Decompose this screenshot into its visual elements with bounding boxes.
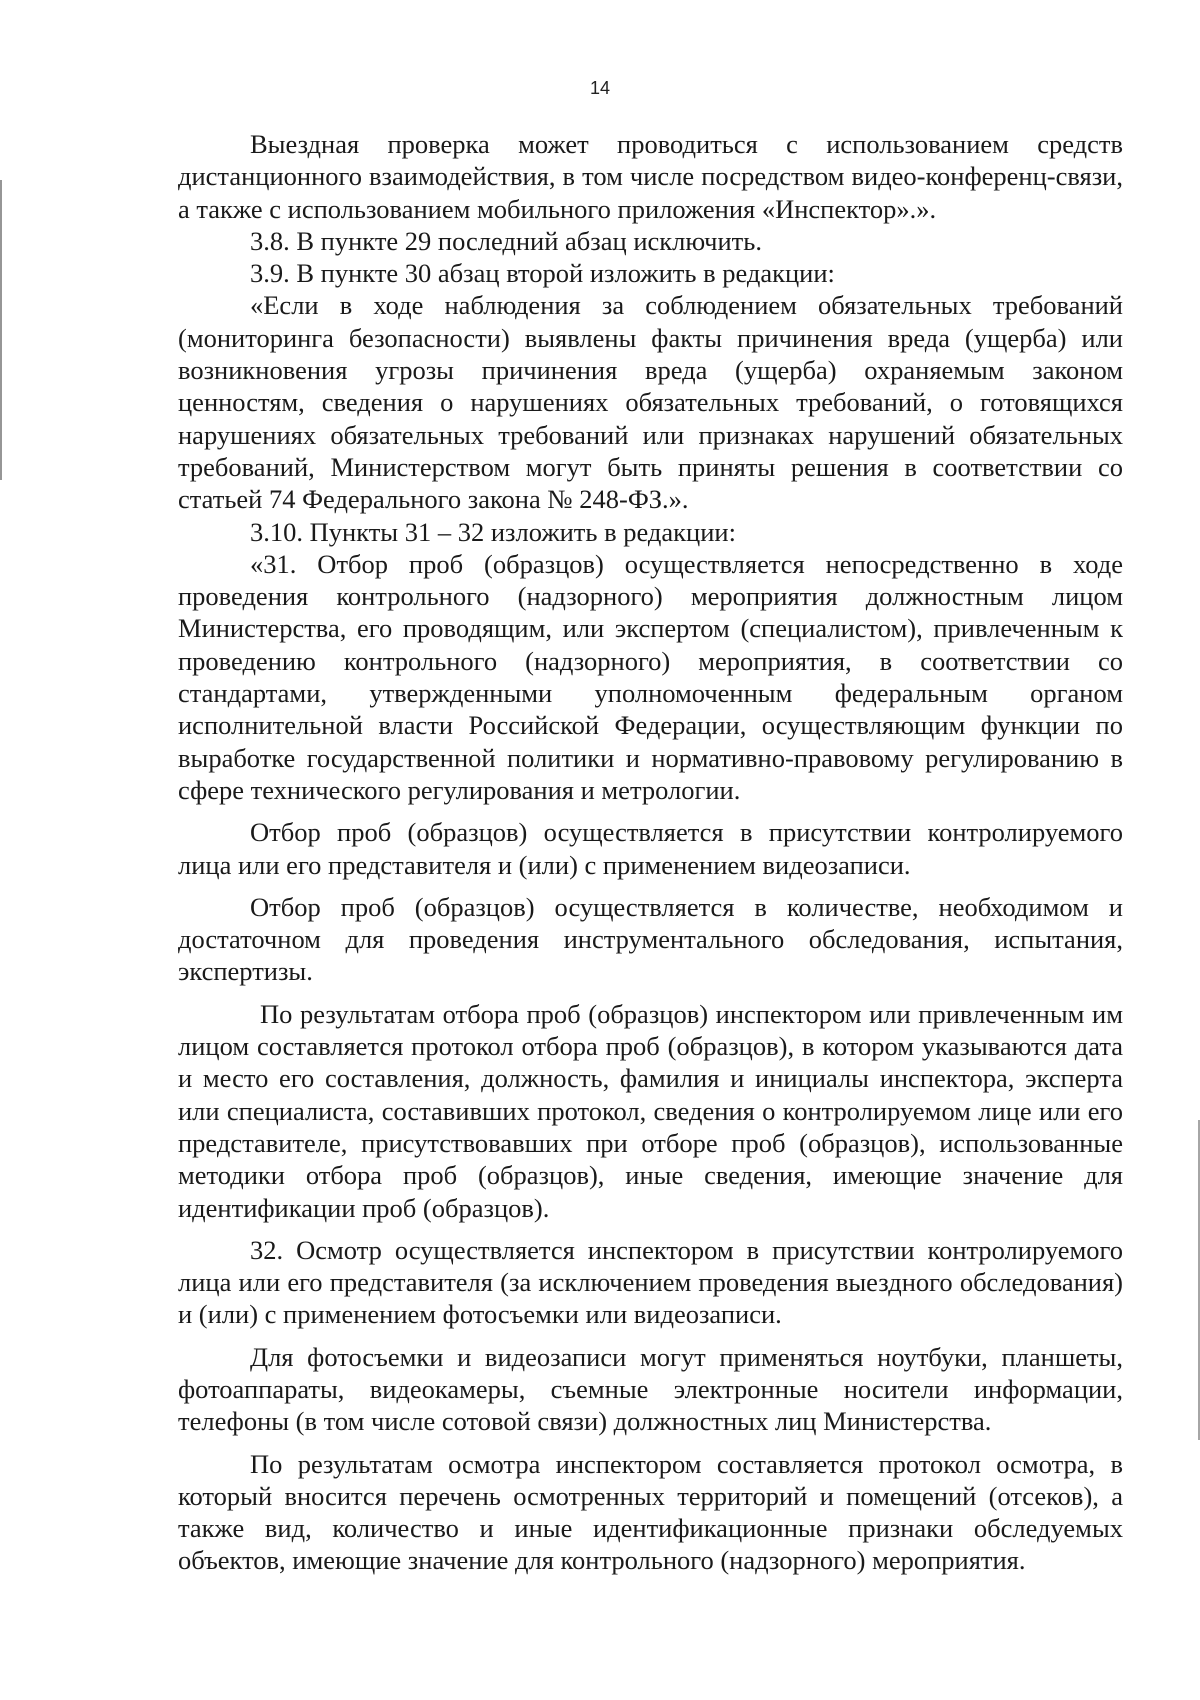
paragraph: Для фотосъемки и видеозаписи могут применяться ноутбуки, планшеты, фотоаппараты, видеокамеры, съемные электронные носители информации, телефоны (в том числе сотовой связи) должностных лиц Министерства. (178, 1341, 1123, 1437)
paragraph: Отбор проб (образцов) осуществляется в присутствии контролируемого лица или его представителя и (или) с применением видеозаписи. (178, 817, 1123, 880)
paragraph: Выездная проверка может проводиться с использованием средств дистанционного взаимодействия, в том числе посредством видео-конференц-связи, а также с использованием мобильного приложения «Инспектор».». (178, 129, 1123, 224)
scan-edge-left (0, 180, 2, 480)
paragraph: «31. Отбор проб (образцов) осуществляется непосредственно в ходе проведения контрольного (надзорного) мероприятия должностным лицом Министерства, его проводящим, или экспертом (специалистом), привлеченным к проведению контрольного (надзорного) мероприятия, в соответствии со стандартами, утвержденными уполномоченным федеральным органом исполнительной власти Российской Федерации, осуществляющим функции по выработке государственной политики и нормативно-правовому регулированию в сфере технического регулирования и метрологии. (178, 548, 1123, 805)
list-item: 3.9. В пункте 30 абзац второй изложить в редакции: (250, 258, 835, 289)
paragraph: По результатам осмотра инспектором составляется протокол осмотра, в который вносится перечень осмотренных территорий и помещений (отсеков), а также вид, количество и иные идентификационные признаки обследуемых объектов, имеющие значение для контрольного (надзорного) мероприятия. (178, 1448, 1123, 1576)
document-body (178, 128, 1123, 1577)
page-number: 14 (589, 78, 611, 98)
paragraph: 32. Осмотр осуществляется инспектором в присутствии контролируемого лица или его представителя (за исключением проведения выездного обследования) и (или) с применением фотосъемки или видеозаписи. (178, 1234, 1123, 1330)
paragraph: «Если в ходе наблюдения за соблюдением обязательных требований (мониторинга безопасности) выявлены факты причинения вреда (ущерба) или возникновения угрозы причинения вреда (ущерба) охраняемым законом ценностям, сведения о нарушениях обязательных требований, о готовящихся нарушениях обязательных требований или признаках нарушений обязательных требований, Министерством могут быть приняты решения в соответствии со статьей 74 Федерального закона № 248-ФЗ.». (178, 290, 1123, 515)
list-item: 3.10. Пункты 31 – 32 изложить в редакции: (250, 516, 736, 547)
list-item: 3.8. В пункте 29 последний абзац исключить. (250, 225, 762, 256)
paragraph: По результатам отбора проб (образцов) инспектором или привлеченным им лицом составляется протокол отбора проб (образцов), в котором указываются дата и место его составления, должность, фамилия и инициалы инспектора, эксперта или специалиста, составивших протокол, сведения о контролируемом лице или его представителе, присутствовавших при отборе проб (образцов), использованные методики отбора проб (образцов), иные сведения, имеющие значение для идентификации проб (образцов). (178, 998, 1123, 1223)
paragraph: Отбор проб (образцов) осуществляется в количестве, необходимом и достаточном для проведения инструментального обследования, испытания, экспертизы. (178, 891, 1123, 987)
